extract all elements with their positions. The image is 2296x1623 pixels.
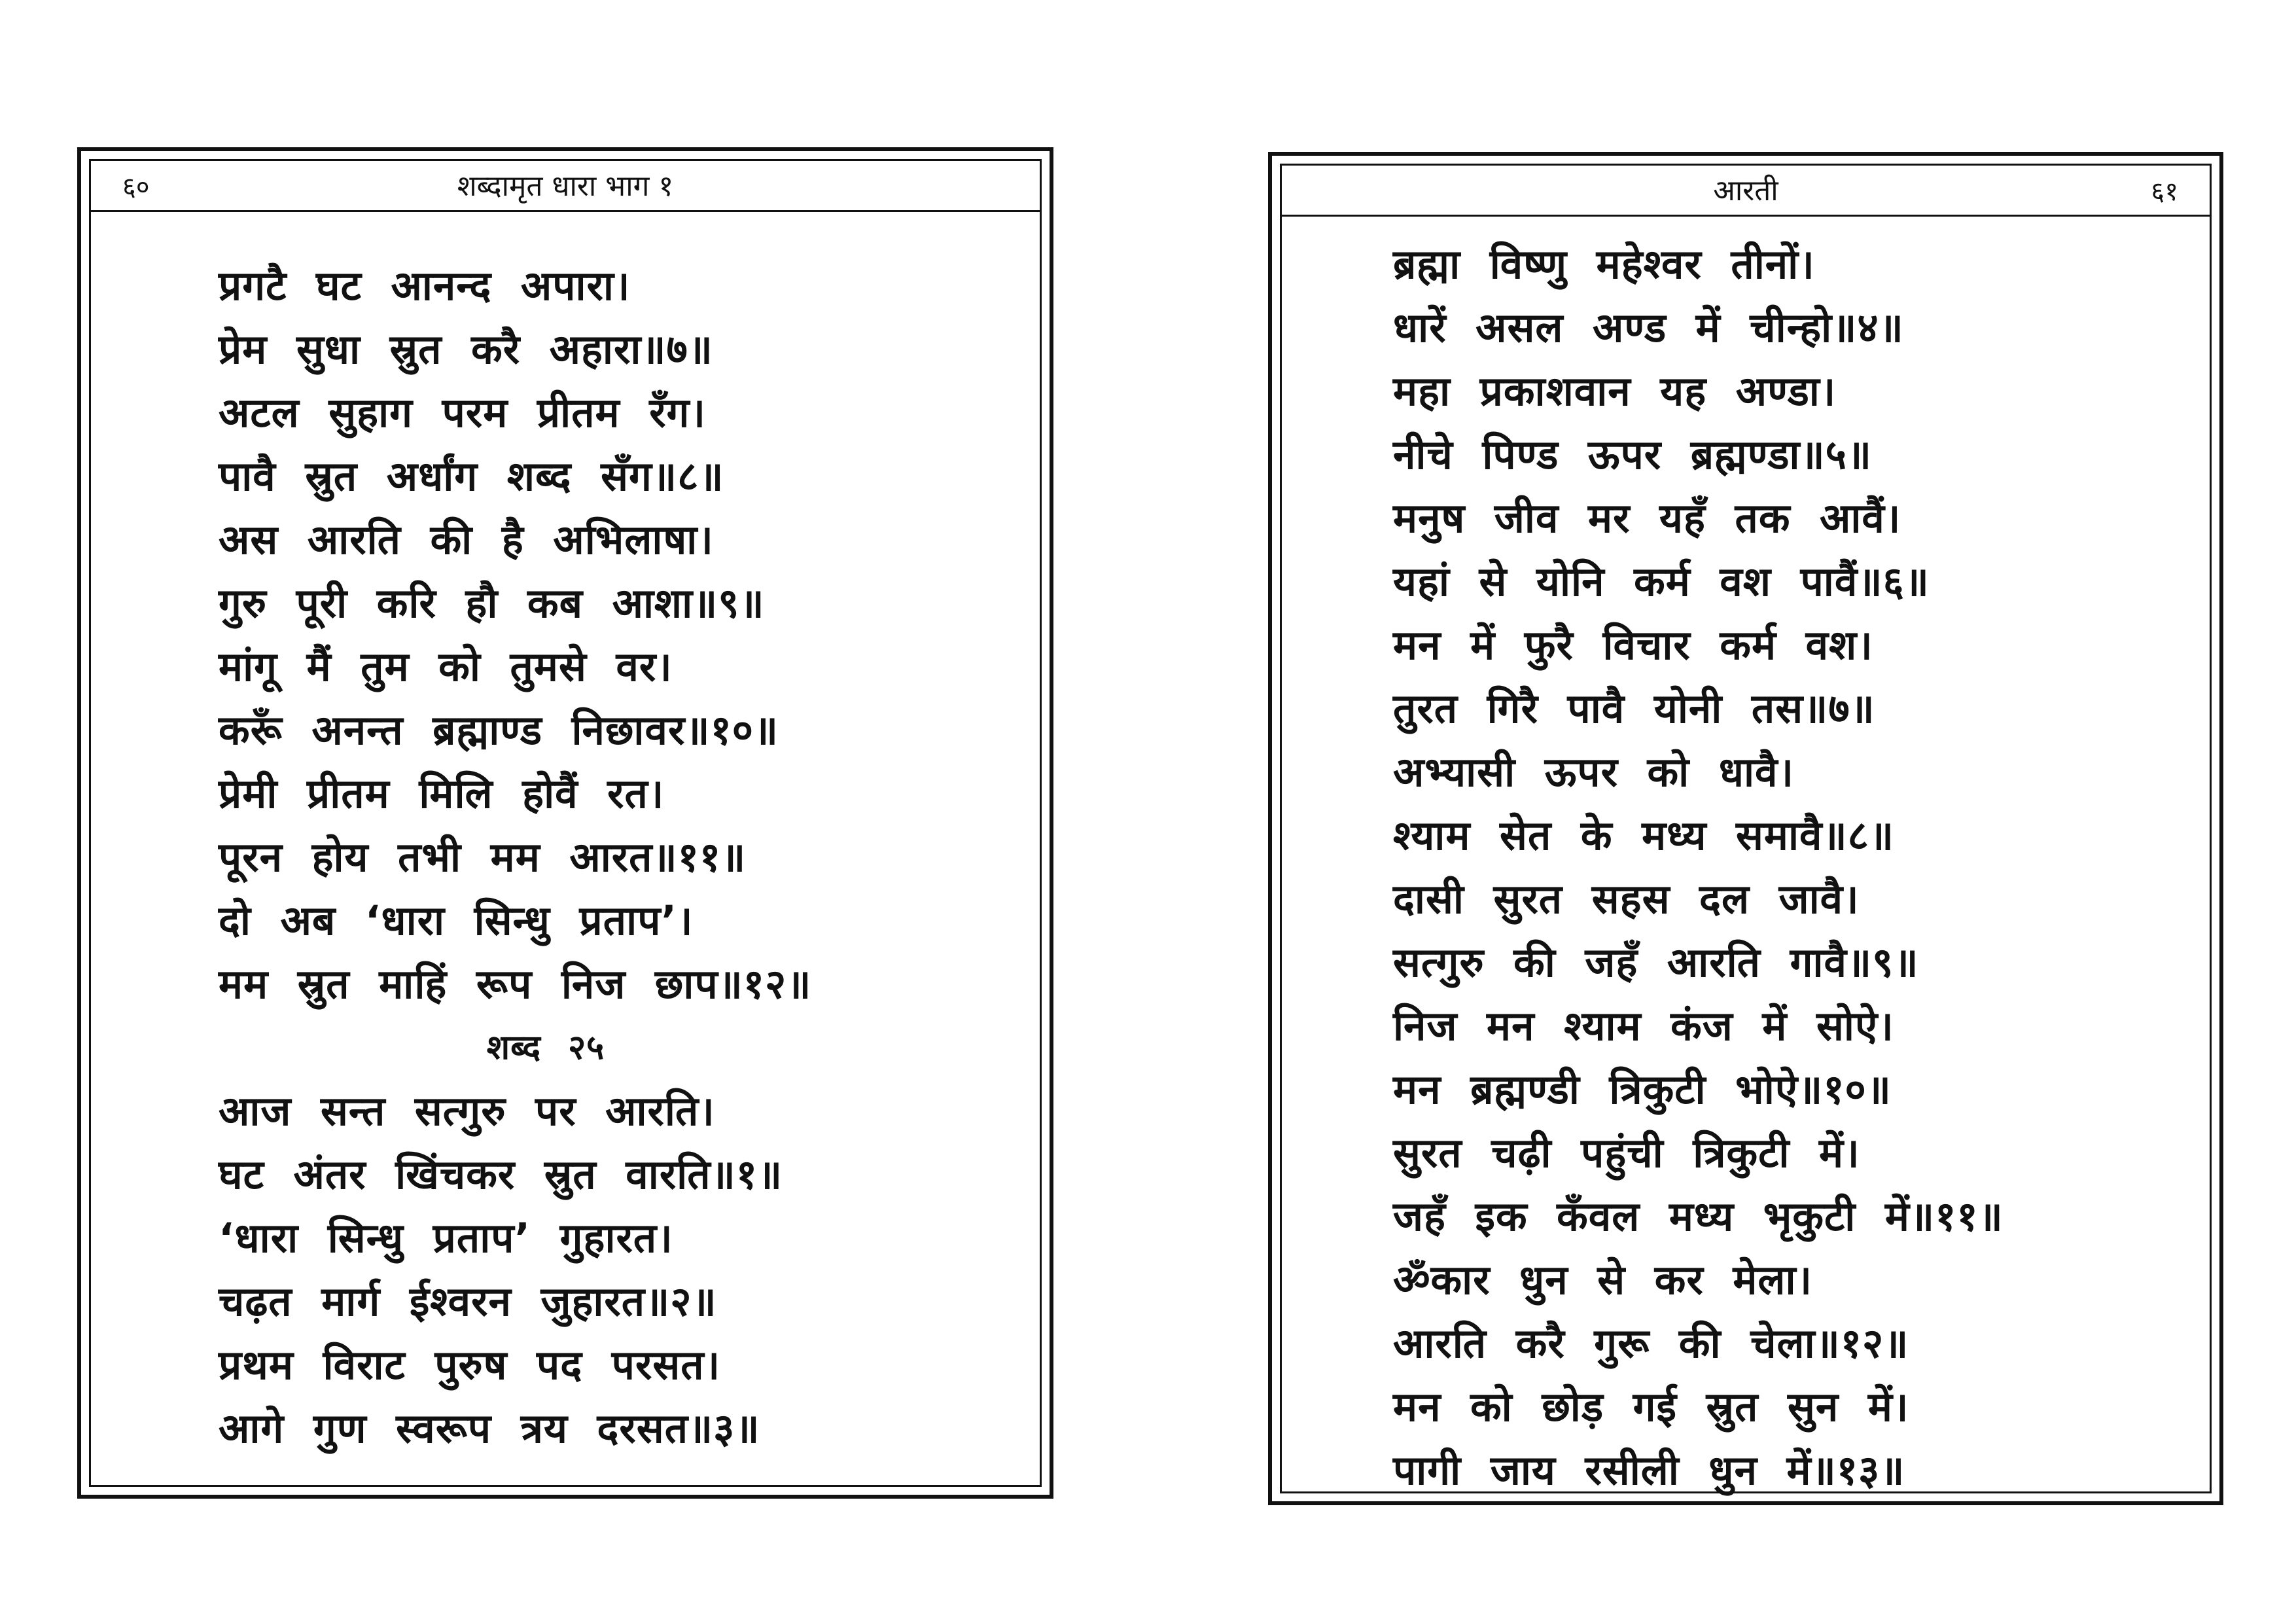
verse-line: यहां से योनि कर्म वश पावैं॥६॥	[1393, 557, 1930, 605]
left-page-inner-border	[89, 159, 1042, 1487]
verse-line: ‘धारा सिन्धु प्रताप’ गुहारत।	[219, 1213, 673, 1262]
verse-line: पावै स्रुत अर्धांग शब्द सँग॥८॥	[219, 452, 724, 500]
verse-line: घट अंतर खिंचकर स्रुत वारति॥१॥	[219, 1150, 783, 1198]
left-verse-list	[219, 253, 873, 1459]
verse-line: प्रगटै घट आनन्द अपारा।	[219, 261, 631, 310]
verse-line: आगे गुण स्वरूप त्रय दरसत॥३॥	[219, 1404, 760, 1452]
verse-line: अस आरति की है अभिलाषा।	[219, 515, 714, 563]
verse-line: नीचे पिण्ड ऊपर ब्रह्मण्डा॥५॥	[1393, 430, 1872, 478]
verse-line: अभ्यासी ऊपर को धावै।	[1393, 747, 1794, 796]
verse-line: दासी सुरत सहस दल जावै।	[1393, 874, 1860, 923]
right-running-title: आरती	[1713, 174, 1778, 207]
verse-line: मनुष जीव मर यहँ तक आवैं।	[1393, 493, 1901, 542]
right-verse-list	[1393, 231, 2004, 1501]
verse-line: मम स्रुत माहिं रूप निज छाप॥१२॥	[219, 959, 812, 1008]
verse-line: तुरत गिरै पावै योनी तस॥७॥	[1393, 684, 1875, 732]
right-page	[1268, 152, 2223, 1505]
verse-line: आरति करै गुरू की चेला॥१२॥	[1393, 1319, 1909, 1367]
section-heading: शब्द २५	[486, 1028, 605, 1067]
verse-line: सुरत चढ़ी पहुंची त्रिकुटी में।	[1393, 1128, 1860, 1177]
verse-line: दो अब ‘धारा सिन्धु प्रताप’।	[219, 896, 694, 944]
left-page-number: ६०	[122, 172, 150, 202]
verse-line: सत्गुरु की जहँ आरति गावै॥९॥	[1393, 938, 1919, 986]
verse-line: जहँ इक कँवल मध्य भृकुटी में॥११॥	[1393, 1192, 2004, 1240]
right-page-header	[1282, 166, 2210, 217]
verse-line: प्रेमी प्रीतम मिलि होवैं रत।	[219, 769, 665, 817]
left-page	[77, 147, 1053, 1499]
verse-line: मन ब्रह्मण्डी त्रिकुटी भोऐ॥१०॥	[1393, 1065, 1892, 1113]
verse-line: पूरन होय तभी मम आरत॥११॥	[219, 832, 747, 881]
verse-line: मांगू मैं तुम को तुमसे वर।	[219, 642, 673, 690]
verse-line: महा प्रकाशवान यह अण्डा।	[1393, 366, 1837, 415]
verse-line: पागी जाय रसीली धुन में॥१३॥	[1393, 1446, 1905, 1494]
verse-line: प्रेम सुधा स्रुत करै अहारा॥७॥	[219, 325, 713, 373]
verse-line: श्याम सेत के मध्य समावै॥८॥	[1393, 811, 1895, 859]
left-page-header	[91, 161, 1040, 212]
verse-line: प्रथम विराट पुरुष पद परसत।	[219, 1340, 721, 1389]
right-page-inner-border	[1280, 164, 2212, 1493]
verse-line: मन को छोड़ गई स्रुत सुन में।	[1393, 1382, 1909, 1431]
verse-line: अटल सुहाग परम प्रीतम रँग।	[219, 388, 706, 437]
right-page-number: ६१	[2151, 177, 2178, 207]
verse-line: ॐकार धुन से कर मेला।	[1393, 1255, 1813, 1304]
verse-line: करूँ अनन्त ब्रह्माण्ड निछावर॥१०॥	[219, 705, 779, 754]
verse-line: मन में फुरै विचार कर्म वश।	[1393, 620, 1873, 669]
verse-line: चढ़त मार्ग ईश्वरन जुहारत॥२॥	[219, 1277, 717, 1325]
verse-line: धारें असल अण्ड में चीन्हो॥४॥	[1393, 303, 1904, 351]
verse-line: निज मन श्याम कंज में सोऐ।	[1393, 1001, 1894, 1050]
verse-line: आज सन्त सत्गुरु पर आरति।	[219, 1086, 715, 1135]
left-running-title: शब्दामृत धारा भाग १	[457, 169, 674, 203]
verse-line: गुरु पूरी करि हौ कब आशा॥९॥	[219, 579, 765, 627]
verse-line: ब्रह्मा विष्णु महेश्वर तीनों।	[1393, 240, 1815, 288]
